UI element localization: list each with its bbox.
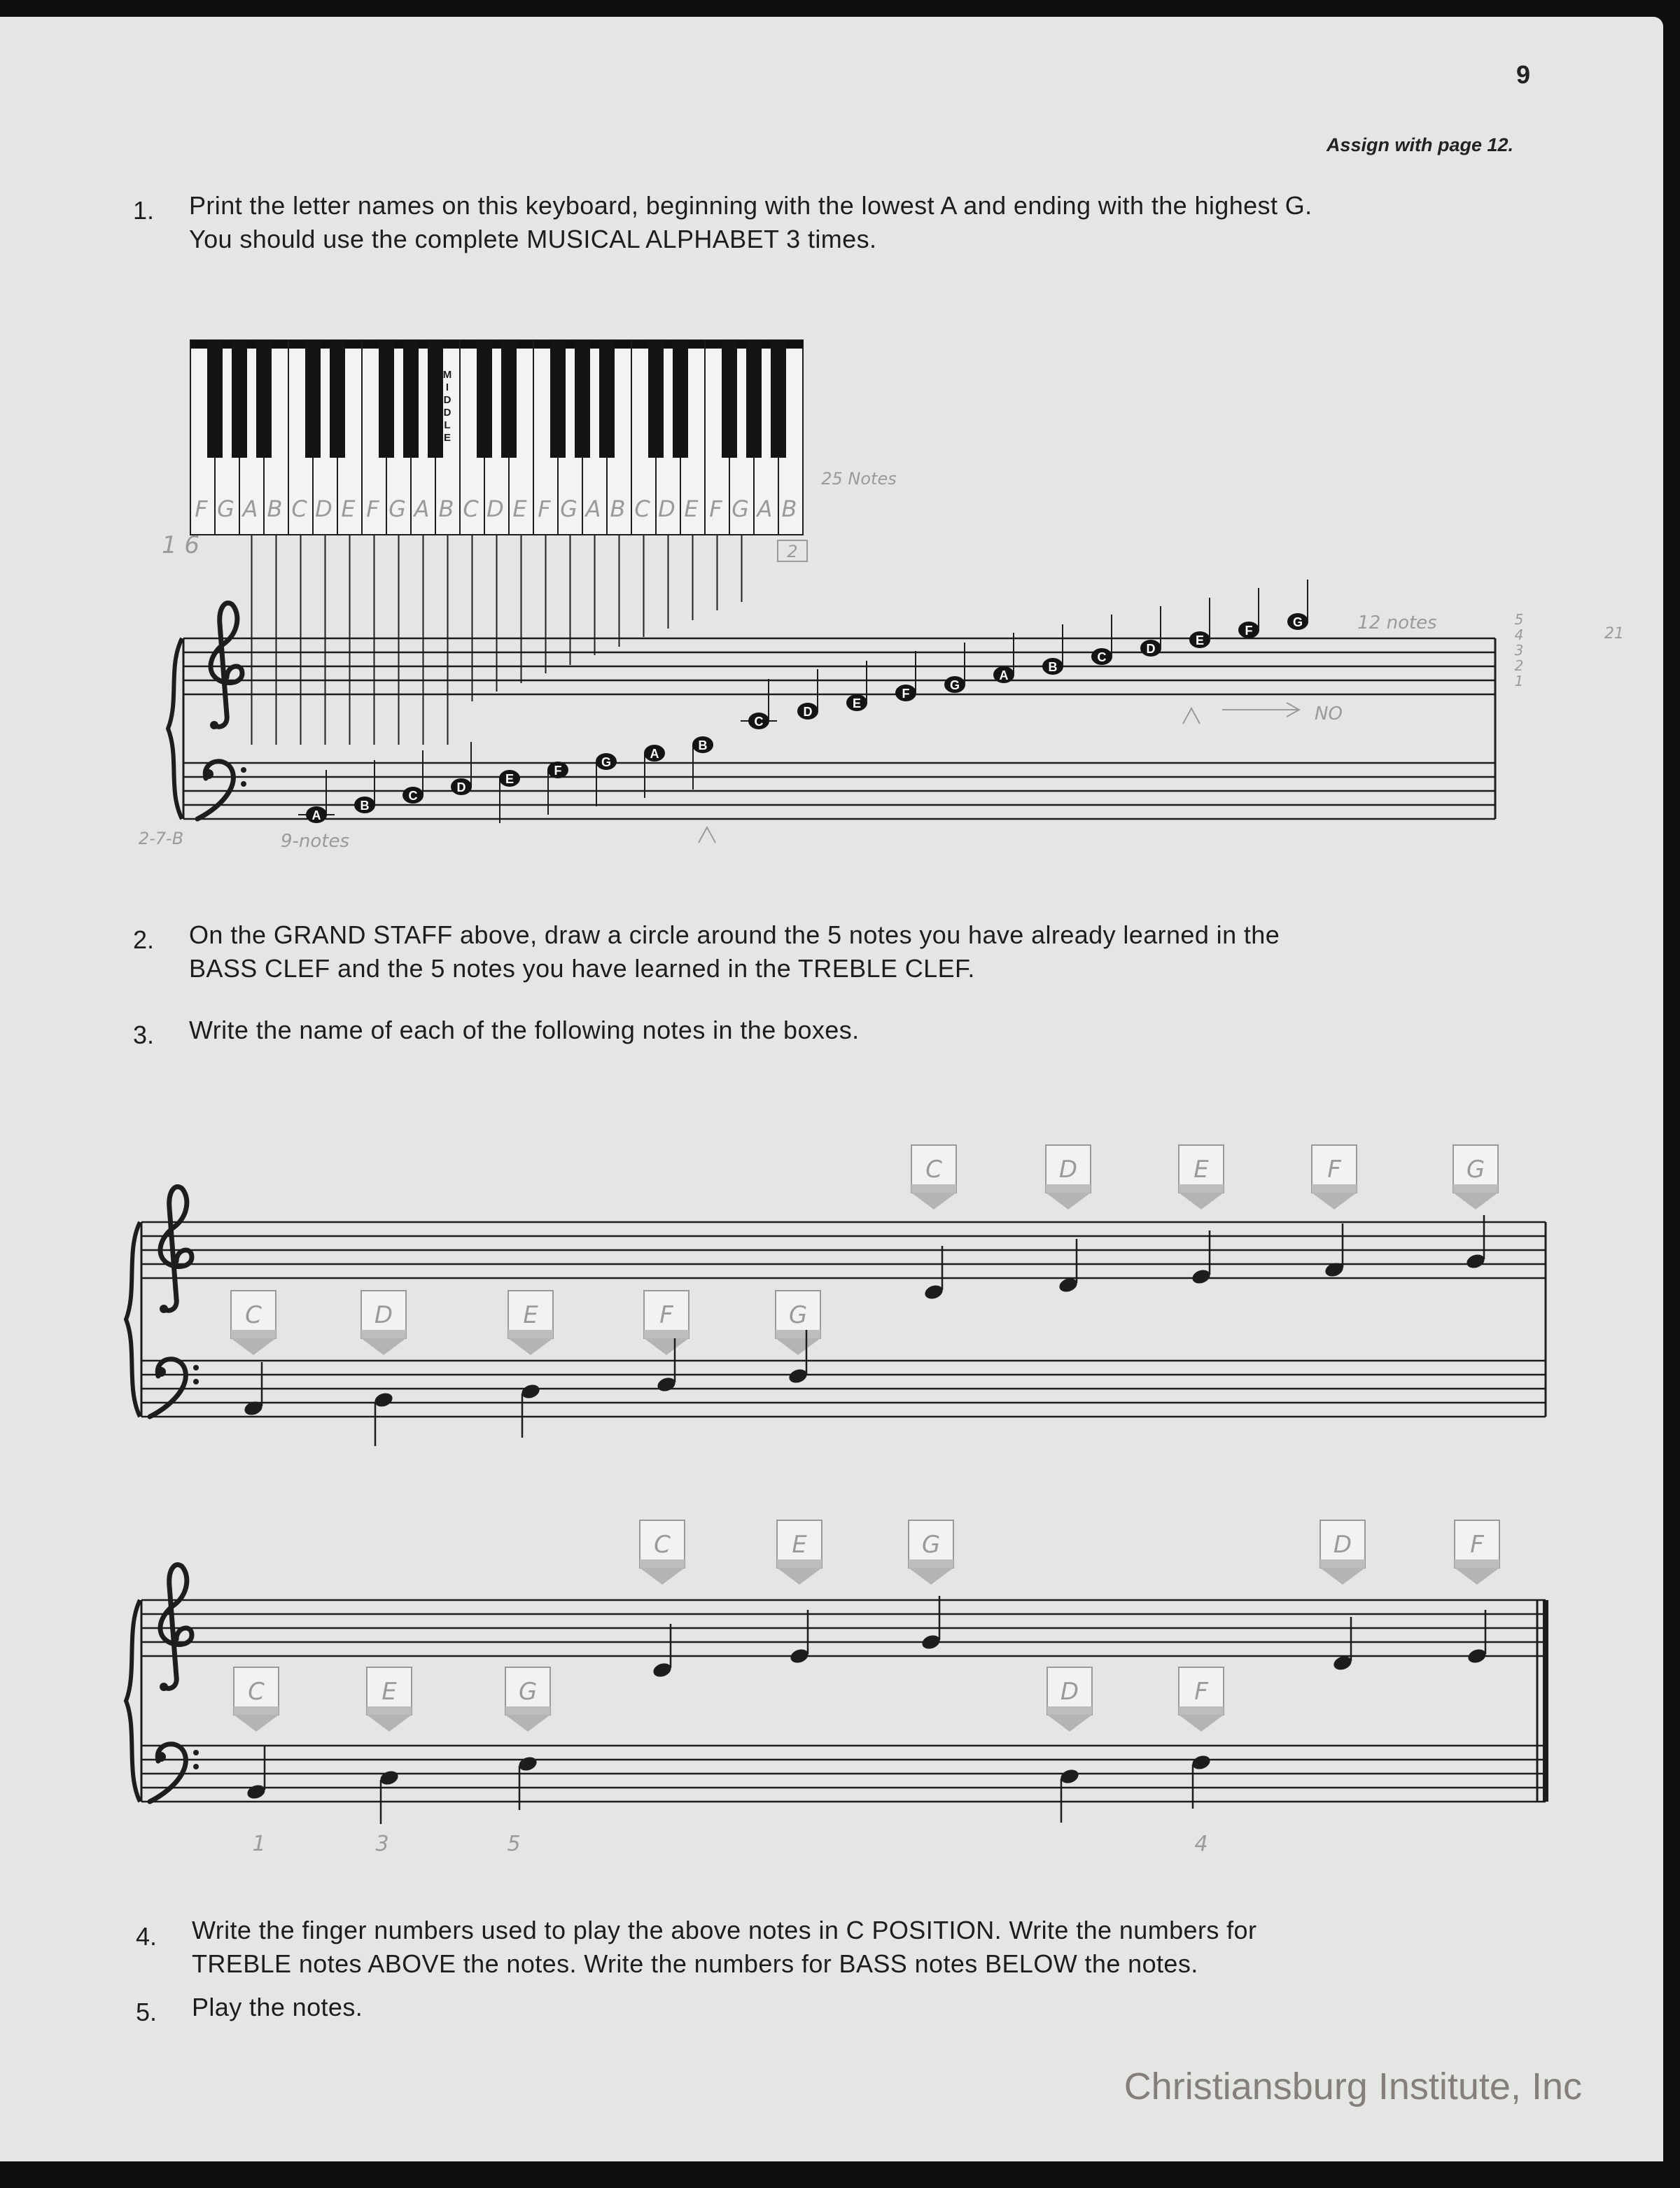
exercise-2-bass-box-2-pointer — [367, 1715, 412, 1732]
exercise-2-bass-box-1-letter: C — [248, 1678, 265, 1706]
exercise-1-bass-box-2-shade — [361, 1330, 406, 1338]
black-key — [330, 340, 345, 458]
instruction-4-line-2: TREBLE notes ABOVE the notes. Write the numbers for BASS notes BELOW the notes. — [192, 1949, 1198, 1978]
instruction-5-line-1: Play the notes. — [192, 1993, 363, 2021]
instruction-4-number: 4. — [136, 1922, 158, 1951]
bass-note-A-label: A — [312, 808, 321, 822]
exercise-2-bass-box-5-letter: F — [1194, 1678, 1208, 1706]
instruction-4-line-1: Write the finger numbers used to play the above notes in C POSITION. Write the numbers for — [192, 1916, 1257, 1944]
exercise-2-treble-note-5 — [1466, 1647, 1488, 1665]
key-letter-13: D — [486, 496, 504, 522]
exercise-2-bass-note-3 — [517, 1755, 539, 1773]
exercise-2-treble-box-3-shade — [909, 1559, 953, 1568]
exercise-1-treble-box-2-pointer — [1046, 1193, 1091, 1209]
exercise-2-treble-box-3-pointer — [909, 1568, 953, 1585]
arrow-note: NO — [1315, 703, 1343, 724]
exercise-1-bass-box-4-pointer — [644, 1338, 689, 1355]
instruction-5-number: 5. — [136, 1998, 158, 2026]
black-key — [771, 340, 786, 458]
treble-note-E-label: E — [1195, 633, 1205, 647]
black-key — [722, 340, 737, 458]
treble-note-F-label: F — [1245, 624, 1253, 638]
treble-note-C-label: C — [1097, 650, 1107, 664]
treble-clef-icon — [211, 603, 242, 727]
exercise-1-treble-box-1-letter: C — [925, 1156, 942, 1184]
black-key — [207, 340, 223, 458]
exercise-1-bass-note-4 — [656, 1375, 678, 1394]
piano-keyboard — [162, 340, 897, 561]
exercise-2-final-bar-thick — [1543, 1600, 1548, 1802]
treble-note-A-label: A — [999, 668, 1009, 682]
exercise-1-bass-note-5 — [788, 1367, 809, 1385]
black-key — [575, 340, 590, 458]
staff-line-number-5: 5 — [1514, 611, 1524, 628]
exercise-2-treble-box-5-shade — [1455, 1559, 1499, 1568]
exercise-2-treble-box-4-shade — [1320, 1559, 1365, 1568]
middle-label-letter: L — [444, 419, 451, 431]
exercise-2-bass-box-1-pointer — [234, 1715, 279, 1732]
bass-count-note: 9-notes — [280, 831, 350, 852]
key-letter-24: A — [757, 496, 773, 522]
key-letter-4: B — [267, 496, 283, 522]
exercise-2-treble-clef-icon — [160, 1565, 192, 1689]
middle-label-letter: E — [443, 432, 451, 444]
black-key — [746, 340, 762, 458]
exercise-2-treble-clef-icon-dot — [160, 1683, 168, 1691]
key-letter-20: D — [658, 496, 676, 522]
exercise-1-bass-box-5-pointer — [776, 1338, 820, 1355]
exercise-1-bass-box-2-letter: D — [374, 1301, 393, 1329]
exercise-1-bass-box-1-shade — [231, 1330, 276, 1338]
exercise-2-bass-box-1-shade — [234, 1706, 279, 1715]
exercise-2-bass-box-3-pointer — [505, 1715, 550, 1732]
instruction-2-number: 2. — [133, 925, 155, 954]
exercise-1-bass-note-3 — [520, 1382, 542, 1401]
exercise-1-treble-box-3-shade — [1179, 1184, 1224, 1193]
key-letter-11: B — [438, 496, 454, 522]
exercise-1-bass-box-1-letter: C — [245, 1301, 262, 1329]
key-letter-10: A — [414, 496, 430, 522]
instruction-2-line-2: BASS CLEF and the 5 notes you have learned in the TREBLE CLEF. — [189, 954, 975, 983]
exercise-1-bass-note-2 — [373, 1391, 395, 1409]
key-letter-22: F — [709, 496, 722, 522]
instruction-1-line-2: You should use the complete MUSICAL ALPHABET 3 times. — [189, 225, 877, 253]
middle-label-letter: D — [443, 407, 451, 419]
keyboard-top-bar — [190, 340, 803, 349]
key-letter-14: E — [512, 496, 527, 522]
key-letter-23: G — [732, 496, 749, 522]
instruction-3-line-1: Write the name of each of the following notes in the boxes. — [189, 1016, 860, 1044]
black-key — [648, 340, 664, 458]
caret-mark — [1183, 708, 1200, 724]
exercise-1-treble-note-3 — [1191, 1268, 1212, 1286]
key-letter-2: G — [217, 496, 234, 522]
black-key — [550, 340, 566, 458]
exercise-2-treble-box-2-pointer — [777, 1568, 822, 1585]
exercise-1-treble-box-5-pointer — [1453, 1193, 1498, 1209]
exercise-2-bass-note-2 — [379, 1769, 400, 1787]
watermark: Christiansburg Institute, Inc — [1124, 2066, 1582, 2108]
exercise-2-treble-box-5-pointer — [1455, 1568, 1499, 1585]
music-illustrations — [0, 17, 1663, 2161]
bass-note-D-label: D — [456, 780, 466, 794]
black-key — [232, 340, 247, 458]
exercise-1-treble-box-4-letter: F — [1327, 1156, 1341, 1184]
key-letter-3: A — [242, 496, 258, 522]
exercise-1-treble-note-5 — [1465, 1252, 1487, 1270]
exercise-1-bass-box-5-shade — [776, 1330, 820, 1338]
exercise-2-bass-box-4-letter: D — [1060, 1678, 1079, 1706]
exercise-2-treble-box-2-shade — [777, 1559, 822, 1568]
caret-mark — [699, 827, 715, 843]
handwritten-annotations — [139, 611, 1624, 852]
staff-line-number-3: 3 — [1514, 642, 1524, 659]
worksheet-page — [0, 17, 1663, 2161]
key-letter-9: G — [388, 496, 406, 522]
exercise-1-bass-box-3-pointer — [508, 1338, 553, 1355]
exercise-1-treble-box-3-letter: E — [1194, 1156, 1209, 1184]
key-letter-15: F — [538, 496, 551, 522]
treble-note-C-label: C — [754, 715, 764, 729]
exercise-1-bass-box-3-shade — [508, 1330, 553, 1338]
exercise-1-treble-box-4-pointer — [1312, 1193, 1357, 1209]
exercise-1-treble-box-1-pointer — [911, 1193, 956, 1209]
exercise-1-treble-box-5-shade — [1453, 1184, 1498, 1193]
exercise-1-treble-box-4-shade — [1312, 1184, 1357, 1193]
key-letter-1: F — [195, 496, 208, 522]
black-key — [428, 340, 443, 458]
exercise-2-bass-box-5-pointer — [1179, 1715, 1224, 1732]
exercise-2-treble-note-1 — [652, 1661, 673, 1679]
exercise-2-bass-note-1 — [246, 1783, 267, 1801]
exercise-1-bass-clef-icon-head — [156, 1367, 166, 1377]
grand-staff-brace — [168, 638, 182, 819]
exercise-1-bass-box-4-shade — [644, 1330, 689, 1338]
finger-number-4: 4 — [1194, 1832, 1208, 1856]
exercise-2-treble-box-3-letter: G — [921, 1531, 941, 1559]
key-letter-21: E — [684, 496, 699, 522]
exercise-2-bass-box-2-letter: E — [382, 1678, 397, 1706]
finger-number-2: 3 — [375, 1832, 389, 1856]
keyboard-below-mark: 2 — [787, 542, 798, 561]
black-key — [305, 340, 321, 458]
arrow-mark — [1222, 703, 1299, 717]
bass-clef-icon-dot-lower — [241, 781, 246, 787]
middle-label-letter: D — [443, 394, 451, 406]
exercise-1-grand-staff — [126, 1145, 1546, 1446]
exercise-1-treble-clef-icon-dot — [160, 1305, 168, 1313]
exercise-1-treble-box-2-shade — [1046, 1184, 1091, 1193]
exercise-2-bass-clef-icon-dot-upper — [193, 1750, 199, 1755]
bass-note-A-label: A — [650, 747, 659, 761]
exercise-1-bass-box-3-letter: E — [523, 1301, 538, 1329]
key-letter-25: B — [781, 496, 797, 522]
exercise-2-treble-box-5-letter: F — [1470, 1531, 1484, 1559]
key-letter-8: F — [366, 496, 379, 522]
exercise-1-treble-note-1 — [923, 1283, 945, 1301]
far-right-mark: 21 — [1604, 625, 1624, 643]
treble-note-D-label: D — [803, 705, 813, 719]
staff-line-number-2: 2 — [1514, 657, 1524, 674]
key-letter-19: C — [634, 496, 650, 522]
exercise-2-bass-clef-icon-dot-lower — [193, 1764, 199, 1769]
black-key — [403, 340, 419, 458]
keyboard-note-count: 25 Notes — [821, 469, 897, 489]
instruction-1-number: 1. — [133, 196, 155, 225]
exercise-1-bass-clef-icon-dot-upper — [193, 1365, 199, 1370]
exercise-1-treble-box-5-letter: G — [1466, 1156, 1485, 1184]
exercise-1-bass-clef-icon-dot-lower — [193, 1379, 199, 1384]
treble-note-D-label: D — [1146, 642, 1156, 656]
exercise-2-bass-note-5 — [1191, 1753, 1212, 1772]
black-key — [256, 340, 272, 458]
exercise-2-bass-box-5-shade — [1179, 1706, 1224, 1715]
exercise-1-treble-box-1-shade — [911, 1184, 956, 1193]
grand-staff-diagram — [168, 580, 1495, 823]
key-letter-17: A — [585, 496, 601, 522]
exercise-2-treble-box-2-letter: E — [792, 1531, 807, 1559]
bass-clef-icon-head — [204, 769, 214, 779]
black-key — [599, 340, 615, 458]
key-letter-12: C — [463, 496, 479, 522]
treble-clef-icon-dot — [210, 721, 218, 729]
exercise-2-grand-staff — [126, 1520, 1548, 1856]
left-mark-note: 2-7-B — [138, 829, 184, 848]
black-key — [673, 340, 688, 458]
exercise-2-bass-box-3-letter: G — [518, 1678, 538, 1706]
black-key — [477, 340, 492, 458]
exercise-2-bass-box-2-shade — [367, 1706, 412, 1715]
exercise-2-treble-box-1-pointer — [640, 1568, 685, 1585]
middle-label-letter: M — [442, 369, 452, 381]
exercise-2-bass-box-3-shade — [505, 1706, 550, 1715]
finger-number-1: 1 — [252, 1832, 266, 1856]
exercise-2-bass-box-4-pointer — [1047, 1715, 1092, 1732]
treble-count-note: 12 notes — [1357, 612, 1437, 633]
key-letter-7: E — [341, 496, 356, 522]
exercise-2-treble-note-3 — [920, 1633, 942, 1651]
bass-note-B-label: B — [698, 738, 708, 752]
black-key — [501, 340, 517, 458]
key-letter-18: B — [610, 496, 626, 522]
exercise-1-bass-box-1-pointer — [231, 1338, 276, 1355]
bass-note-C-label: C — [408, 789, 418, 803]
exercise-2-treble-box-1-letter: C — [654, 1531, 671, 1559]
treble-note-E-label: E — [852, 696, 862, 710]
key-letter-5: C — [291, 496, 307, 522]
left-margin-mark: 1 6 — [161, 531, 200, 559]
exercise-1-bass-box-4-letter: F — [659, 1301, 673, 1329]
instruction-3-number: 3. — [133, 1021, 155, 1049]
exercise-1-treble-box-3-pointer — [1179, 1193, 1224, 1209]
exercise-2-treble-box-4-pointer — [1320, 1568, 1365, 1585]
staff-line-number-1: 1 — [1514, 673, 1524, 689]
instruction-1-line-1: Print the letter names on this keyboard, beginning with the lowest A and ending with the highest G. — [189, 191, 1312, 220]
page-number: 9 — [1516, 60, 1531, 89]
treble-note-F-label: F — [902, 687, 910, 701]
bass-clef-icon-dot-upper — [241, 767, 246, 773]
exercise-2-bass-note-4 — [1059, 1767, 1081, 1786]
treble-note-B-label: B — [1048, 660, 1058, 674]
key-letter-6: D — [315, 496, 332, 522]
exercise-2-bass-box-4-shade — [1047, 1706, 1092, 1715]
key-to-note-lines — [252, 535, 742, 745]
staff-line-number-4: 4 — [1514, 626, 1524, 643]
bass-note-B-label: B — [360, 799, 370, 813]
exercise-1-treble-clef-icon — [160, 1187, 192, 1311]
key-letter-16: G — [560, 496, 578, 522]
bass-note-E-label: E — [505, 772, 514, 786]
exercise-2-treble-box-4-letter: D — [1333, 1531, 1352, 1559]
middle-label-letter: I — [445, 381, 449, 393]
exercise-1-brace — [126, 1222, 140, 1417]
bass-note-F-label: F — [554, 764, 562, 778]
bass-note-G-label: G — [601, 755, 612, 769]
assign-note: Assign with page 12. — [1326, 134, 1513, 155]
exercise-2-treble-note-2 — [789, 1647, 811, 1665]
exercise-2-bass-clef-icon-head — [156, 1752, 166, 1762]
treble-note-G-label: G — [1292, 615, 1303, 629]
black-key — [379, 340, 394, 458]
treble-note-G-label: G — [949, 678, 960, 692]
finger-number-3: 5 — [507, 1832, 521, 1856]
exercise-2-brace — [126, 1600, 140, 1802]
exercise-1-bass-box-5-letter: G — [788, 1301, 808, 1329]
exercise-1-bass-box-2-pointer — [361, 1338, 406, 1355]
instruction-2-line-1: On the GRAND STAFF above, draw a circle around the 5 notes you have already learned in the — [189, 920, 1280, 949]
exercise-1-treble-box-2-letter: D — [1058, 1156, 1078, 1184]
exercise-2-treble-box-1-shade — [640, 1559, 685, 1568]
